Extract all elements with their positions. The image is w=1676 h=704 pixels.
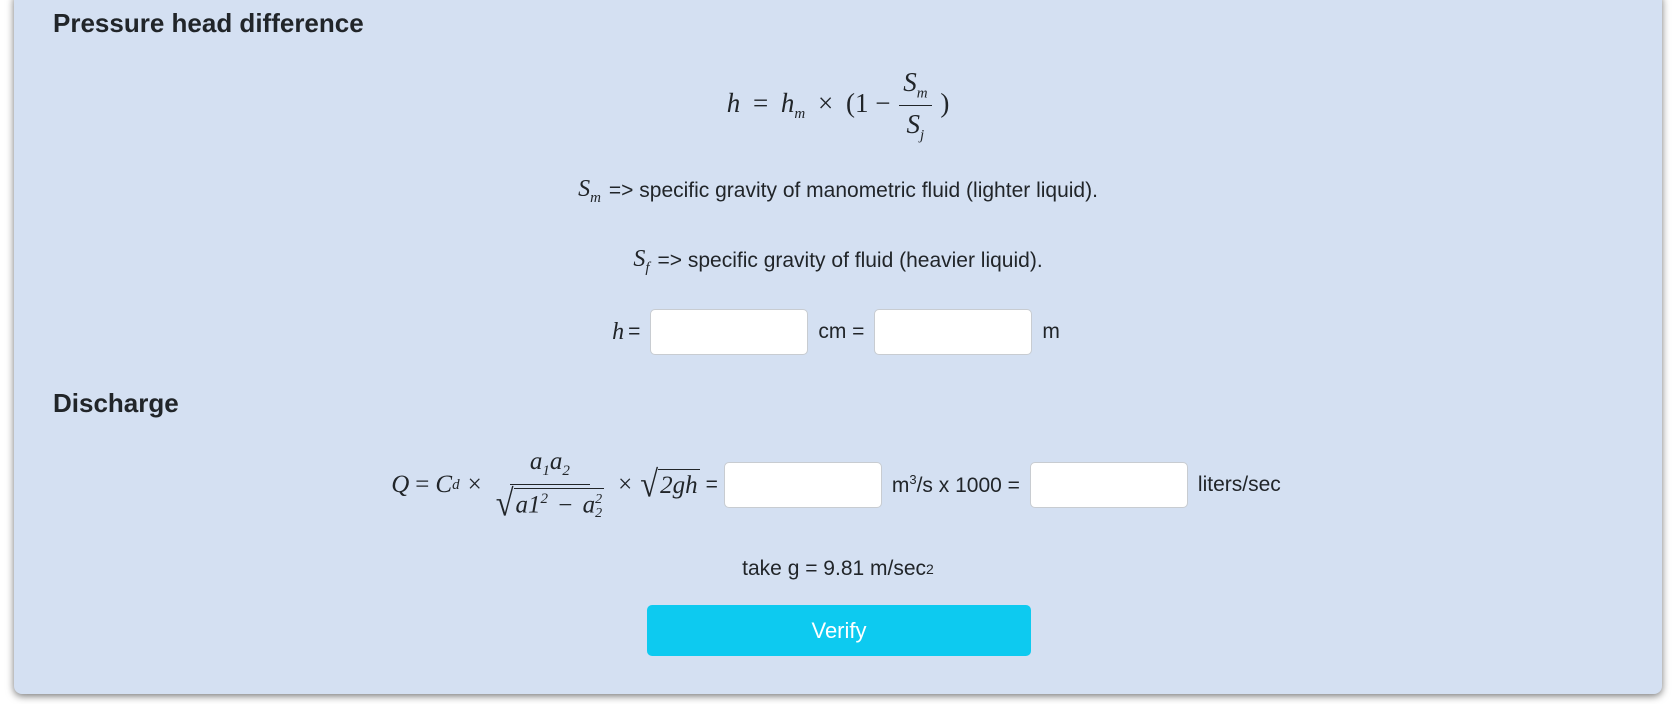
m3s-unit-label: $m^3/s$ x 1000 =: [891, 472, 1020, 497]
denominator-sqrt: √ $a1^2 - a$ 2 2: [495, 483, 603, 525]
pressure-head-title: Pressure head difference: [53, 8, 364, 38]
sm-definition: $S_m$ => specific gravity of manometric fluid (lighter liquid).: [578, 175, 1098, 206]
pressure-head-formula: $h = h_m \times (1$ − $\frac{S_m}{S_j}$ ): [726, 67, 950, 144]
discharge-formula: Q = C d × $a_1a_2$ √ $a1^2 - a$ 2 2 × √ 2gh =: [391, 448, 718, 525]
discharge-title: Discharge: [53, 388, 179, 418]
discharge-m3s-input[interactable]: [724, 462, 882, 508]
discharge-lps-input[interactable]: [1030, 462, 1188, 508]
area-fraction: $a_1a_2$ √ $a1^2 - a$ 2 2: [495, 448, 603, 525]
discharge-formula-row: Q = C d × $a_1a_2$ √ $a1^2 - a$ 2 2 × √ 2gh = $m^3/s$ x 1000 = liters/sec: [391, 448, 1281, 525]
sm-over-sj-fraction: $\frac{S_m}{S_j}$: [899, 67, 931, 144]
pressure-head-answer-row: h = cm = m: [14, 307, 1662, 357]
sqrt-2gh: √ 2gh: [640, 464, 698, 506]
gravity-note: take g = 9.81 m/sec 2: [742, 557, 934, 580]
h-m-input[interactable]: [874, 309, 1032, 355]
sf-definition: $S_f$ => specific gravity of fluid (heavier liquid).: [633, 245, 1043, 276]
verify-button[interactable]: Verify: [647, 605, 1031, 656]
h-cm-input[interactable]: [650, 309, 808, 355]
